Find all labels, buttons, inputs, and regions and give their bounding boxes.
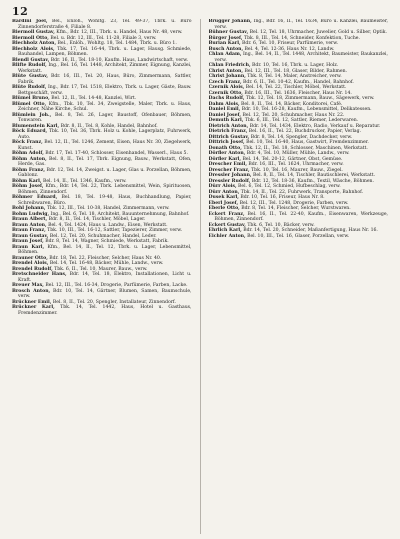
directory-entry	[12, 195, 192, 206]
entry-name: Blümel Otto,	[12, 101, 47, 107]
entry-name: Chlan Friedrich,	[208, 63, 251, 68]
entry-name: Blechholz Anton,	[12, 41, 57, 46]
entry-name: Braun Josef,	[12, 239, 44, 244]
entry-details: Tbk. 6, II., Tel. 10, Maurer, Bauw., verw.	[54, 266, 148, 272]
entry-name: Dietrich Franz,	[208, 129, 248, 134]
directory-entry	[12, 140, 192, 151]
entry-details: Bdr. 8, Tel. 14, Fleischer, Selcher, Wurstwaren.	[241, 206, 351, 211]
entry-name: Braun Albert,	[12, 217, 48, 222]
entry-details: Tbk. 8, Tel. 14, Maler, Anstreicher, verw.	[247, 74, 342, 79]
entry-details: Bel., Enlöh., Wohltg. 18, Tel. 1484, Tbrk. u. Büro 1.	[57, 41, 177, 46]
entry-details: Bel. 16, II., Tel. 22, Buchdrucker, Papier, Verlag.	[248, 129, 362, 134]
entry-name: Dürr Alois,	[208, 184, 237, 189]
entry-name: Blüte Rudolf,	[12, 85, 47, 90]
entry-name: Demuth Karl,	[208, 118, 244, 123]
entry-details: Ing., Bdr. 16, II., Tel. 1634, Büro u. Kanzlei, Baumeister, verw.	[214, 19, 388, 30]
entry-details: Tbk. 6, III., Tel. 12, Sattler, Riemer, Lederwaren.	[244, 118, 359, 123]
entry-name: Blümlein Joh.,	[12, 112, 52, 118]
entry-name: Böck Franz,	[12, 140, 43, 145]
entry-details: Bel. 8, Tel. 26, Lager, Baustoff, Ofenbauer, Böhmen, Tonwaren.	[18, 112, 192, 123]
entry-details: Bel. 10, Tel. 16-40, Haus, Gastwirt, Fremdenzimmer.	[246, 140, 369, 145]
directory-entry	[12, 157, 192, 168]
entry-details: Bel., Enlöh., Wohltg. 23, Tel. 49-37, Tbrk. u. Büro Zinnendorferstraße 4, Filiale 8.	[18, 19, 192, 30]
entry-details: Tbk. 14, Tel. 1442, Haus, Hotel u. Gasthaus, Fremdenzimmer.	[18, 305, 192, 316]
entry-details: Bdr. 14, Tel. 20, Schneider, Maßanfertigung, Haus Nr. 16.	[243, 228, 378, 233]
entry-name: Böhm Adolf,	[12, 151, 44, 156]
entry-name: Eberl Josef,	[208, 200, 239, 206]
directory-entry	[12, 305, 192, 316]
entry-name: Bürger Josef,	[208, 35, 243, 41]
entry-details: Bel. 8, II., Tel. 17, Tbrk. Eignung, Bauw., Werkstatt, Ofen, Herde, Gas.	[18, 156, 192, 167]
entry-details: Bel. 16, II., Tel. 22-40, Kaufm., Eisenwaren, Werkzeuge, Böhmen, Zinnendorf.	[214, 211, 388, 222]
entry-details: Tbk. 6, Tel. 10, Bäcker, verw.	[247, 222, 315, 228]
entry-details: Ing., Bdr. 17, Tel. 1518, Elektro, Tbrk. u. Lager, Gäste, Bauw. Bettgeschäft, verw.	[18, 85, 192, 96]
directory-entry	[12, 63, 192, 74]
entry-name: Bretschneider Hans,	[12, 272, 67, 277]
entry-details: Tbk. 8, III., Tel. 14, Schneider, Konfektion, Tuche.	[244, 35, 360, 41]
entry-details: Bdr. 18, Tel. 22, Fleischer, Selcher, Haus Nr. 40.	[49, 255, 162, 261]
entry-name: Blumenstein Karl,	[12, 123, 60, 129]
directory-entry	[12, 74, 192, 85]
directory-entry	[12, 113, 192, 124]
entry-name: Chlan Adam,	[208, 52, 242, 57]
entry-name: Biermoll Otto,	[12, 35, 49, 41]
directory-entry	[12, 272, 192, 283]
entry-name: Blümel Bruno,	[12, 96, 50, 101]
entry-name: Christ Johann,	[208, 74, 246, 79]
entry-details: Ing., Bel. 16, Tel. 1448, Architekt, Zimmer, Eignung, Kanzlei, Werkstatt.	[18, 63, 192, 74]
entry-name: Blendl Gustav,	[12, 57, 50, 63]
entry-details: Bdr. 16, II., Tel. 18-10, Kaufm. Haus, Landwirtschaft, verw.	[50, 57, 189, 63]
entry-details: Tbk. 12, Tel. 18, Zimmermann, Bauw., Sägewerk, verw.	[245, 96, 375, 101]
entry-name: Böhmer Eduard,	[12, 195, 58, 200]
entry-name: Bühner Gustav,	[208, 30, 249, 35]
entry-details: Bel. 12, III., Tel. 1248, Drogerie, Farben, verw.	[239, 200, 349, 206]
entry-name: Drescher Franz,	[208, 167, 250, 173]
entry-name: Dörfler Karl,	[208, 156, 241, 162]
entry-details: Bel. 12, Tel. 18, Uhrmacher, Juwelier, Gold u. Silber, Optik.	[249, 30, 387, 35]
entry-details: Bdr. 12, Tel. 18-36, Kaufm., Textil, Wäsche, Böhmen.	[251, 178, 374, 184]
directory-entry	[12, 129, 192, 140]
entry-name: Czernik Otto,	[208, 90, 243, 96]
entry-details: Tbk. 10, III., Tel. 16-12, Sattler, Tapezierer, Zimmer, verw.	[47, 228, 183, 233]
entry-details: Bdr. 14, Tel. 18, Elektro, Installationen, Licht u. Kraft.	[18, 272, 192, 283]
entry-details: Bdr. 8, Tel. 14, Wagner, Schmiede, Werkstatt, Fabrik.	[45, 239, 169, 244]
entry-name: Czernik Alois,	[208, 85, 245, 90]
entry-details: Kfm., Bdr. 12, III., Tbrk. u. Handel, Haus Nr. 48, verw.	[56, 30, 183, 35]
entry-details: Bdr. 14, Tel. 1434, Elektro, Radio, Verkauf u. Reparatur.	[249, 123, 381, 129]
entry-name: Brauner Otto,	[12, 255, 48, 261]
entry-name: Bohm Ludwig,	[12, 211, 50, 217]
entry-details: Bdr. 10, Tel. 16, Friseur, Haus Nr. 8.	[240, 195, 325, 200]
entry-details: Bdr. 6, II., Tel. 10-42, Kaufm., Handel, Bahnhof.	[243, 79, 354, 85]
entry-details: Tbk. 14, II., Tel. 22, Fuhrwerk, Transporte, Bahnhof.	[240, 189, 364, 195]
entry-name: Böhm Anton,	[12, 156, 47, 162]
entry-name: Braun Karl,	[12, 244, 45, 250]
entry-name: Ehrlich Karl,	[208, 228, 242, 233]
entry-name: Brendel Rudolf,	[12, 266, 53, 272]
entry-details: Bdr. 16, III., Tel. 1624, Uhrmacher, verw.	[248, 162, 344, 167]
entry-details: Bel. 6, Tel. 12, Schmied, Hufbeschlag, verw.	[238, 184, 341, 189]
entry-name: Braun Anton,	[12, 222, 47, 228]
entry-name: Dürr Anton,	[208, 189, 240, 195]
entry-details: Bdr. 16, III., Tel. 20, Haus, Büro, Zimmermann, Sattler, Fabrik.	[18, 74, 192, 85]
directory-entry	[12, 102, 192, 113]
entry-name: Daniel Emil,	[208, 107, 241, 112]
entry-details: Bel. 8, II., Tel. 14, Tischler, Bautischlerei, Werkstatt.	[253, 173, 376, 178]
entry-name: Eichler Anton,	[208, 233, 246, 239]
entry-details: Bel. 12, II., Tel. 14-48, Kanzlei, Wirt.	[51, 96, 137, 101]
entry-details: Bel. 10, III., Tel. 16, Glaser, Porzellan, verw.	[247, 233, 350, 239]
entry-name: Böhm Franz,	[12, 167, 45, 173]
entry-details: Bel. 8, II., Tel. 14, Bäcker, Konditorei, Café.	[241, 101, 343, 107]
entry-details: Bdr. 8, II., Tel. 8, Kohle, Handel, Bahnhof.	[60, 123, 158, 129]
entry-name: Böhm Karl,	[12, 178, 42, 184]
entry-name: Bardini Joel,	[12, 19, 48, 24]
entry-name: Brosch Anton,	[12, 288, 51, 294]
entry-name: Braun Franz,	[12, 228, 46, 233]
entry-details: Bel. 4, Tel. 1424, Haus u. Landw., Eisen, Werkstatt.	[48, 222, 168, 228]
entry-name: Eckert Gustav,	[208, 222, 246, 228]
entry-details: Tbk. 10, Tel. 16, Maurer, Bauw., Ziegel.	[251, 167, 343, 173]
directory-entry	[12, 184, 192, 195]
entry-name: Brendel Alois,	[12, 261, 49, 266]
directory-entry	[12, 245, 192, 256]
directory-entry	[12, 289, 192, 300]
directory-entry	[209, 19, 389, 30]
entry-name: Dahm Alois,	[208, 101, 240, 107]
entry-name: Dachs Rudolf,	[208, 96, 245, 101]
entry-name: Busch Anton,	[208, 46, 244, 52]
entry-name: Bohl Johann,	[12, 206, 46, 211]
directory-entry	[12, 47, 192, 58]
directory-entry	[209, 234, 389, 240]
entry-name: Dietrich Anton,	[208, 123, 249, 129]
entry-details: Bel. 12, III., Tel. 16-34, Drogerie, Parfümerie, Farben, Lacke.	[45, 283, 188, 288]
entry-name: Czech Franz,	[208, 79, 242, 85]
entry-details: Ing., Bel. 6, Tel. 18, Architekt, Bauunternehmung, Bahnhof.	[50, 211, 190, 217]
entry-name: Blüte Gustav,	[12, 74, 48, 79]
entry-details: Bel. 14, Tel. 22, Tischler, Möbel, Werkstatt.	[245, 85, 347, 90]
entry-name: Braun Gustav,	[12, 233, 49, 239]
entry-details: Bdr. 16, III., Tel. 1636, Fleischer, Haus Nr. 14.	[244, 90, 352, 96]
entry-name: Donath Otto,	[208, 145, 242, 151]
page-number: 12	[12, 5, 29, 18]
entry-details: Bel. 12, III., Tel. 18, Glaser, Bilder, Rahmen.	[244, 68, 348, 74]
entry-name: Dittrich Josef,	[208, 140, 245, 145]
entry-name: Brückner Emil,	[12, 299, 52, 305]
entry-details: Bdr. 10, Tel. 16-28, Kaufm., Lebensmittel, Delikatessen.	[241, 107, 372, 112]
entry-details: Bel. u. Bdr. 12, III., Tel. 11-28, Filiale 3, verw.	[50, 35, 157, 41]
entry-name: Blifte Rudolf,	[12, 63, 47, 68]
entry-name: Brückner Karl,	[12, 305, 55, 310]
entry-details: Tbk. 12, III., Tel. 10-38, Handel, Zimmermann, verw.	[46, 206, 170, 211]
entry-name: Eckert Franz,	[208, 211, 245, 217]
entry-details: Bel. 12, Tel. 20, Schuhmacher, Handel, Leder.	[49, 233, 157, 239]
entry-name: Burian Karl,	[208, 41, 241, 46]
entry-name: Dörfler Anton,	[208, 151, 246, 156]
entry-name: Breuer Max,	[12, 283, 44, 288]
entry-details: Bel. 14, Tel. 20-12, Gärtner, Obst, Gemüse.	[242, 156, 343, 162]
column-divider	[200, 19, 201, 534]
entry-name: Böhm Josef,	[12, 184, 44, 189]
entry-details: Bel. 14, II., Tel. 1346, Kaufm., verw.	[42, 178, 127, 184]
directory-entry	[12, 85, 192, 96]
entry-details: Bdr. 12, Tel. 14, Zweigst. u. Lager, Glas u. Porzellan, Böhmen, Gablonz.	[18, 167, 192, 178]
entry-name: Daniel Josef,	[208, 112, 242, 118]
entry-details: Bdr. 4, Tel. 10, Müller, Mühle, Landw., verw.	[246, 151, 350, 156]
entry-details: Bdr. 17, Tel. 17-40, Schlosser, Eisenhandel, Wasserl., Haus 5.	[45, 151, 188, 156]
entry-details: Bel. 14, Tel. 16-48, Bäcker, Mühle, Landw., verw.	[49, 261, 164, 266]
entry-name: Dusek Karl,	[208, 195, 239, 200]
entry-name: Böck Eduard,	[12, 129, 48, 134]
entry-name: Dittrich Gustav,	[208, 134, 250, 140]
entry-details: Bel. 18, Tel. 19-48, Haus, Buchhandlung, Papier, Schreibwaren, Büro.	[18, 195, 192, 206]
entry-details: Bdr. 6, Tel. 10, Friseur, Parfümerie, verw.	[242, 41, 339, 46]
entry-details: Kfm., Tbk. 10, Tel. 34, Zweigstelle, Maler, Tbrk. u. Haus, Zeichner, Nähe Kirche, Schul.	[18, 101, 192, 112]
entry-details: Bdr. 8, II., Tel. 14, Tischler, Möbel, Lager.	[48, 217, 146, 222]
entry-name: Eberle Otto,	[208, 206, 240, 211]
directory-columns	[12, 19, 388, 534]
directory-entry	[12, 19, 192, 30]
entry-details: Ing., Bel. 14, II., Tel. 1448, Architekt, Baumeister, Baukanzlei, verw.	[214, 52, 388, 63]
directory-entry	[209, 212, 389, 223]
entry-details: Bel. 12, II., Tel. 1246, Zement, Eisen, Haus Nr. 30, Ziegelwerk, Kunst.	[18, 140, 192, 151]
entry-details: Kfm., Bdr. 14, Tel. 22, Tbrk. Lebensmittel, Wein, Spirituosen, Böhmen, Zinnendorf.	[18, 184, 192, 195]
entry-details: Bdr. 10, Tel. 16, Tbrk. u. Lager, Holz.	[252, 63, 339, 68]
entry-details: Bel. 4, Tel. 12-36, Haus Nr. 12, Landw.	[244, 46, 335, 52]
entry-details: Tbk. 17, Tel. 16-44, Tbrk. u. Lager, Hausg. Schmiede, Bauhandel, Lampen, Böhmen.	[18, 46, 192, 57]
page-header	[12, 5, 388, 19]
entry-details: Bdr. 10, Tel. 14, Gärtner, Blumen, Samen, Baumschule, verw.	[18, 288, 192, 299]
entry-name: Dressler Johann,	[208, 173, 252, 178]
directory-entry	[209, 52, 389, 63]
entry-details: Bdr. 8, Tel. 14, Spengler, Dachdecker, verw.	[250, 134, 353, 140]
entry-name: Brugger Johann,	[208, 19, 252, 24]
entry-details: Tbk. 12, II., Tel. 18, Schlosser, Maschinen, Werkstatt.	[243, 145, 368, 151]
directory-column-left	[12, 19, 192, 534]
entry-name: Dressler Rudolf,	[208, 178, 251, 184]
entry-details: Kfm., Bel. 14, II., Tel. 12, Tbrk. u. Lager, Lebensmittel, Böhmen.	[18, 244, 192, 255]
entry-name: Biermoll Gustav,	[12, 30, 55, 35]
entry-name: Christ Anton,	[208, 68, 243, 74]
entry-name: Blechholz Alois,	[12, 46, 55, 52]
entry-details: Tbk. 10, Tel. 36, Tbrk. Holz u. Kohle, Lagerplatz, Fuhrwerk, Auto.	[18, 129, 192, 140]
directory-entry	[12, 168, 192, 179]
entry-name: Drescher Emil,	[208, 162, 247, 167]
entry-details: Bel. 12, Tel. 20, Schuhmacher, Haus Nr. 22.	[242, 112, 345, 118]
directory-column-right	[209, 19, 389, 534]
entry-details: Bel. 8, II., Tel. 20, Spengler, Installateur, Zinnendorf.	[52, 299, 176, 305]
